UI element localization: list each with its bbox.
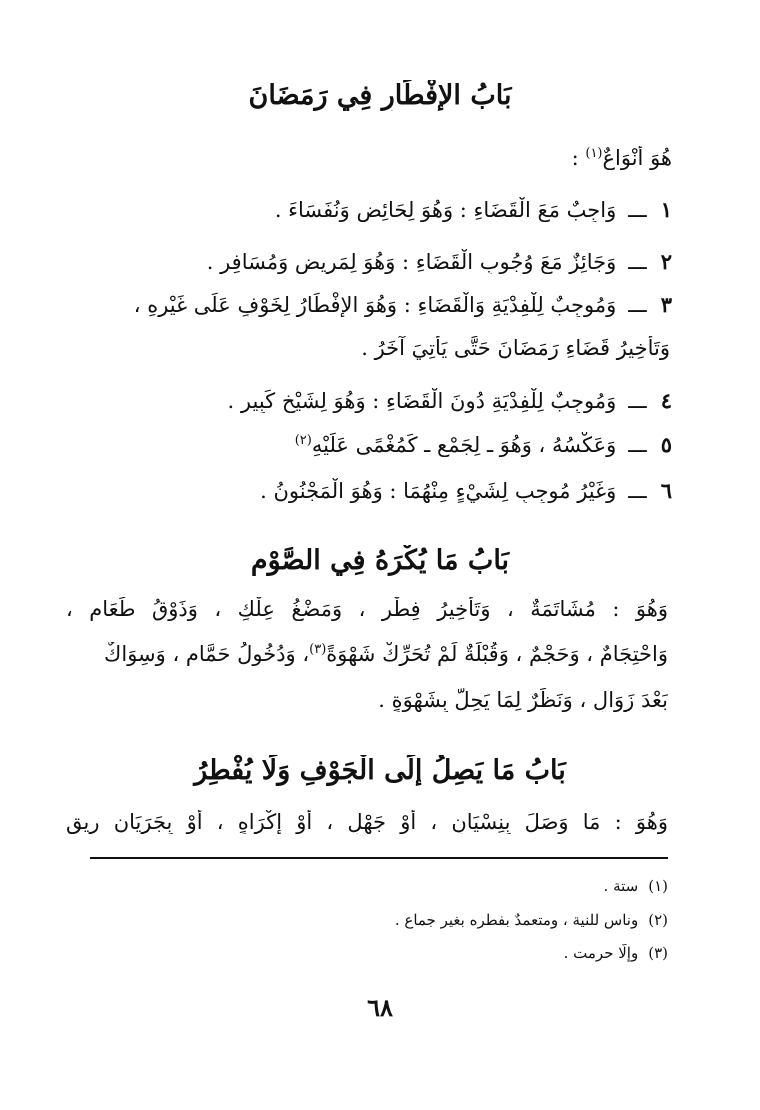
footnote — [120, 877, 668, 895]
list-item — [70, 432, 672, 457]
item-number: ٣ — [660, 292, 672, 317]
list-item — [70, 388, 672, 413]
item-dash: ـــ — [628, 479, 647, 503]
item-dash: ـــ — [628, 250, 647, 274]
item-text: وَاجِبٌ مَعَ الْقَضَاءِ : وَهُوَ لِحَائِضٍ وَنُفَسَاءَ . — [274, 198, 617, 222]
footnote-divider — [90, 857, 668, 859]
footnote-text: ستة . — [603, 877, 639, 895]
item-text: وَعَكْسُهُ ، وَهُوَ ـ لِجَمْعٍ ـ كَمُغْمًى عَلَيْهِ — [311, 433, 617, 457]
item-text: وَغَيْرُ مُوجِبٍ لِشَيْءٍ مِنْهُمَا : وَهُوَ الْمَجْنُونُ . — [260, 479, 617, 503]
section-title-disliked-in-fast: بَابُ مَا يُكْرَهُ فِي الصَّوْمِ — [250, 545, 510, 576]
footnote — [120, 944, 668, 962]
footnote-number: (٣) — [648, 944, 668, 962]
list-item — [70, 478, 672, 503]
intro-line — [70, 146, 672, 170]
item-number: ٦ — [660, 478, 672, 503]
footnote-text: وإلّا حرمت . — [563, 944, 639, 962]
item-number: ١ — [660, 197, 672, 222]
footnote — [120, 911, 668, 929]
paragraph-line: وَهُوَ : مُشَاتَمَةٌ ، وَتَأْخِيرُ فِطْرٍ ، وَمَضْغُ عِلْكٍ ، وَذَوْقُ طَعَامٍ ، — [66, 597, 668, 621]
intro-colon: : — [571, 146, 579, 170]
item-number: ٥ — [660, 432, 672, 457]
item-number: ٢ — [660, 249, 672, 274]
item-dash: ـــ — [628, 433, 647, 457]
paragraph-text: ، وَدُخُولُ حَمَّامٍ ، وَسِوَاكٌ — [104, 642, 310, 666]
list-item — [70, 249, 672, 274]
list-item — [70, 197, 672, 222]
paragraph-line: وَهُوَ : مَا وَصَلَ بِنِسْيَانٍ ، أَوْ جَهْلٍ ، أَوْ إِكْرَاهٍ ، أَوْ بِجَرَيَانِ رِيقٍ — [66, 810, 668, 834]
footnote-ref: (٢) — [294, 433, 312, 448]
footnote-text: وناسٍ للنية ، ومتعمدٌ بفطره بغير جماع . — [394, 911, 639, 929]
item-dash: ـــ — [628, 389, 647, 413]
item-text: وَجَائِزٌ مَعَ وُجُوبِ الْقَضَاءِ : وَهُوَ لِمَرِيضٍ وَمُسَافِرٍ . — [206, 250, 617, 274]
section-title-fasting-break: بَابُ الإِفْطَارِ فِي رَمَضَانَ — [248, 80, 512, 111]
intro-text: هُوَ أَنْوَاعٌ — [602, 146, 672, 170]
page-number: ٦٨ — [367, 993, 393, 1022]
item-number: ٤ — [660, 388, 672, 413]
item-dash: ـــ — [628, 198, 647, 222]
footnote-ref: (٣) — [309, 642, 327, 657]
item-text: وَمُوجِبٌ لِلْفِدْيَةِ وَالْقَضَاءِ : وَهُوَ الإِفْطَارُ لِخَوْفٍ عَلَى غَيْرِهِ ، — [133, 293, 617, 317]
paragraph-text: وَاحْتِجَامٌ ، وَحَجْمٌ ، وَقُبْلَةٌ لَمْ تُحَرِّكْ شَهْوَةً — [326, 642, 668, 666]
footnote-number: (١) — [648, 877, 668, 895]
item-dash: ـــ — [628, 293, 647, 317]
footnote-ref: (١) — [585, 146, 603, 161]
section-title-reaching-inside: بَابُ مَا يَصِلُ إِلَى الْجَوْفِ وَلَا يُفْطِرُ — [194, 755, 566, 786]
paragraph-line — [66, 642, 668, 666]
item-text: وَمُوجِبٌ لِلْفِدْيَةِ دُونَ الْقَضَاءِ : وَهُوَ لِشَيْخٍ كَبِيرٍ . — [227, 389, 617, 413]
paragraph-line: بَعْدَ زَوَالٍ ، وَنَظَرٌ لِمَا يَحِلُّ بِشَهْوَةٍ . — [378, 688, 668, 712]
list-item-continuation: وَتَأْخِيرُ قَضَاءِ رَمَضَانَ حَتَّى يَأْتِيَ آخَرُ . — [361, 336, 670, 360]
list-item — [70, 292, 672, 317]
footnote-number: (٢) — [648, 911, 668, 929]
